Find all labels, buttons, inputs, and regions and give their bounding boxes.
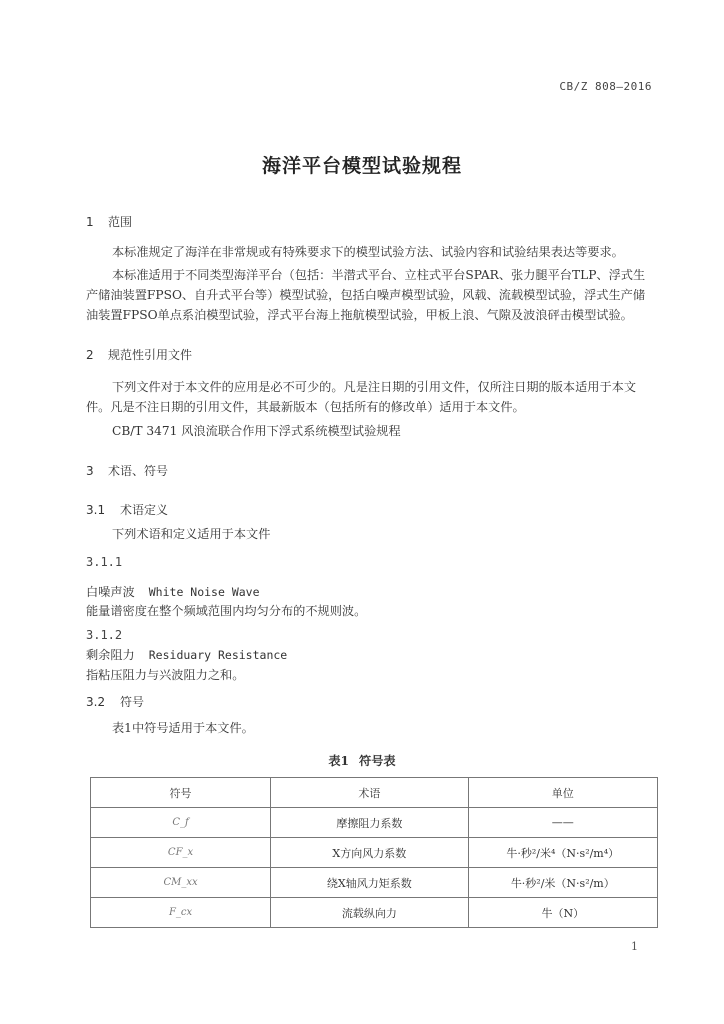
term-definition: 指粘压阻力与兴波阻力之和。 [86,668,245,682]
symbol-cell: C_f [91,808,271,838]
section-1-heading [86,213,132,230]
section-title: 规范性引用文件 [108,348,193,362]
section-title: 术语、符号 [108,464,169,478]
paragraph: 下列术语和定义适用于本文件 [112,527,271,541]
section-2-heading [86,346,192,363]
table-row [91,868,658,898]
subsection-3-2-heading [86,693,144,710]
term-definition: 能量谱密度在整个频域范围内均匀分布的不规则波。 [86,604,367,618]
column-header: 单位 [468,778,657,808]
term-entry [86,583,260,600]
term-english: Residuary Resistance [148,648,288,662]
term-number: 3.1.2 [86,628,123,642]
term-chinese: 剩余阻力 [86,648,135,662]
document-title: 海洋平台模型试验规程 [261,155,462,177]
table-row [91,808,658,838]
term-cell: 流载纵向力 [271,898,468,928]
symbol-cell: CM_xx [91,868,271,898]
unit-cell: —— [468,808,657,838]
paragraph: 本标准规定了海洋在非常规或有特殊要求下的模型试验方法、试验内容和试验结果表达等要求。 [112,245,624,259]
table-caption [0,752,724,769]
column-header: 符号 [91,778,271,808]
term-chinese: 白噪声波 [86,585,135,599]
subsection-title: 术语定义 [120,503,169,517]
standard-number: CB/Z 808—2016 [559,80,652,93]
paragraph: 下列文件对于本文件的应用是必不可少的。凡是注日期的引用文件，仅所注日期的版本适用于本文件。凡是不注日期的引用文件，其最新版本（包括所有的修改单）适用于本文件。 [86,380,637,414]
table-title: 符号表 [359,754,396,768]
reference-item: CB/T 3471 风浪流联合作用下浮式系统模型试验规程 [112,424,401,438]
table-row [91,838,658,868]
section-3-heading [86,462,168,479]
symbol-cell: CF_x [91,838,271,868]
subsection-number: 3.2 [86,695,106,709]
term-cell: 摩擦阻力系数 [271,808,468,838]
subsection-title: 符号 [120,695,145,709]
symbol-cell: F_cx [91,898,271,928]
paragraph: 本标准适用于不同类型海洋平台（包括：半潜式平台、立柱式平台SPAR、张力腿平台TLP、浮式生产储油装置FPSO、自升式平台等）模型试验，包括白噪声模型试验，风载、流载模型试验，浮式生产储油装置FPSO单点系泊模型试验，浮式平台海上拖航模型试验，甲板上浪、气隙及波浪砰击模型试验。 [86,268,646,322]
term-cell: X方向风力系数 [271,838,468,868]
table-row [91,898,658,928]
column-header: 术语 [271,778,468,808]
unit-cell: 牛（N） [468,898,657,928]
unit-cell: 牛·秒²/米⁴（N·s²/m⁴） [468,838,657,868]
table-number: 表1 [328,754,350,768]
section-title: 范围 [108,215,133,229]
page-number: 1 [631,940,638,953]
section-number: 3 [86,464,94,478]
term-entry [86,646,287,663]
symbol-table [90,777,658,928]
paragraph: 表1中符号适用于本文件。 [112,721,254,735]
subsection-number: 3.1 [86,503,106,517]
table-header-row [91,778,658,808]
section-number: 1 [86,215,94,229]
term-english: White Noise Wave [148,585,260,599]
section-number: 2 [86,348,94,362]
term-cell: 绕X轴风力矩系数 [271,868,468,898]
unit-cell: 牛·秒²/米（N·s²/m） [468,868,657,898]
subsection-3-1-heading [86,501,168,518]
term-number: 3.1.1 [86,555,123,569]
